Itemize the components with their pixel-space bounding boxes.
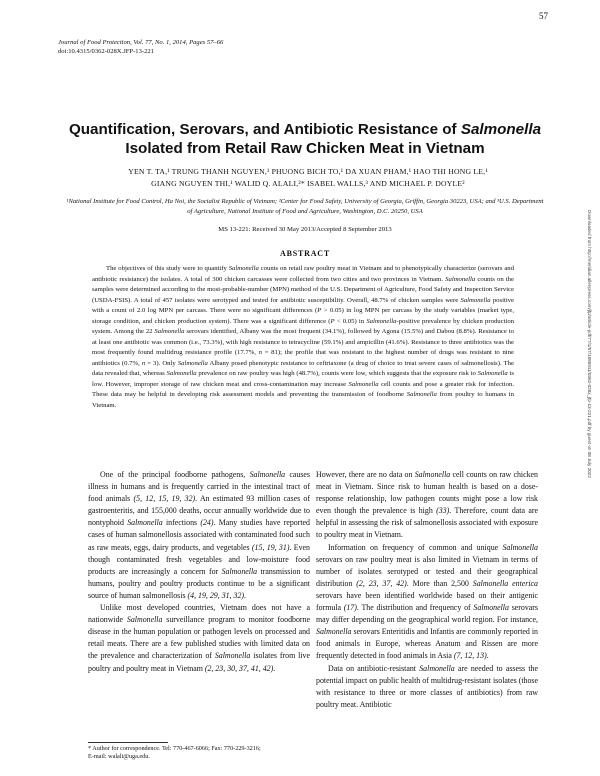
italic-run: Salmonella — [221, 566, 258, 576]
italic-run: Salmonella — [127, 518, 163, 528]
italic-run: Salmonella — [214, 651, 251, 661]
doi-line: doi:10.4315/0362-028X.JFP-13-221 — [58, 48, 154, 55]
italic-run: Salmonella — [126, 615, 163, 625]
italic-run: Salmonella — [228, 265, 259, 272]
body-column-right — [316, 469, 538, 711]
italic-run: Salmonella — [154, 328, 185, 335]
footnote-line1: * Author for correspondence. Tel: 770-467-6066; Fax: 770-229-3216; — [88, 745, 261, 752]
download-watermark: Downloaded from http://meridian.allenpress.com/jfp/article-pdf/77/1/57/1685911/0362-028x_jfp-13-221.pdf by guest on 08 July 2022 — [587, 210, 592, 478]
footnote-divider — [88, 742, 168, 743]
paper-title — [40, 120, 570, 158]
italic-run: Salmonella — [502, 542, 538, 552]
italic-run: (33) — [436, 506, 450, 516]
received-dates: MS 13-221: Received 30 May 2013/Accepted 8 September 2013 — [218, 226, 392, 233]
journal-line: Journal of Food Protection, Vol. 77, No. 1, 2014, Pages 57–66 — [58, 39, 224, 46]
title-line2: Isolated from Retail Raw Chicken Meat in Vietnam — [125, 140, 485, 157]
body-paragraph: Data on antibiotic-resistant Salmonella are needed to assess the potential impact on public health of multidrug-resistant isolates (those with resistance to three or more classes of antibiotics) from raw poultry meat. Antibiotic — [316, 663, 538, 709]
correspondence-footnote — [88, 745, 310, 762]
italic-run: Salmonella enterica — [472, 578, 538, 588]
page-number: 57 — [539, 11, 548, 21]
body-paragraph: Unlike most developed countries, Vietnam does not have a nationwide Salmonella surveillance program to monitor foodborne disease in the human population or pathogen levels on processed and retail meats. There are a few published studies with limited data on the prevalence and characterization of Salmonella isolates from live poultry and poultry meat in Vietnam (2, 23, 30, 37, 41, 42). — [88, 603, 310, 673]
italic-run: P — [330, 317, 335, 325]
italic-run: (4, 19, 29, 31, 32) — [187, 590, 245, 600]
italic-run: Salmonella — [348, 380, 379, 388]
italic-run: Salmonella — [316, 627, 352, 637]
body-column-left — [88, 469, 310, 675]
italic-run: Salmonella — [406, 391, 437, 398]
italic-run: Salmonella — [414, 470, 451, 479]
italic-run: n — [258, 349, 263, 356]
italic-run: Salmonella — [177, 359, 208, 367]
abstract-heading: ABSTRACT — [280, 249, 330, 258]
authors-line1: YEN T. TA,¹ TRUNG THANH NGUYEN,¹ PHUONG BICH TO,¹ DA XUAN PHAM,¹ HAO THI HONG LE,¹ — [128, 167, 488, 176]
italic-run: (5, 12, 15, 19, 32) — [133, 494, 196, 504]
italic-run: Salmonella — [445, 275, 476, 283]
italic-run: Salmonella — [166, 370, 197, 377]
italic-run: Salmonella — [366, 317, 397, 325]
italic-run: P — [317, 307, 322, 314]
body-paragraph: One of the principal foodborne pathogens, Salmonella causes illness in humans and is frequently carried in the intestinal tract of food animals (5, 12, 15, 19, 32). An estimated 93 million cases of gastroenteritis, and 155,000 deaths, occur annually worldwide due to nontyphoid Salmonella infections (24). Many studies have reported cases of human salmonellosis associated with contaminated food such as raw meats, eggs, dairy products, and vegetables (15, 19, 31). Even though contaminated fresh vegetables and low-moisture food products are increasingly a concern for Salmonella transmission to humans, poultry and poultry products continue to be a significant source of human salmonellosis (4, 19, 29, 31, 32). — [88, 470, 310, 600]
italic-run: Salmonella — [477, 370, 508, 377]
italic-run: (17) — [343, 603, 357, 613]
abstract-text: The objectives of this study were to quantify Salmonella counts on retail raw poultry meat in Vietnam and to phenotypically characterize (serovars and antibiotic resistance) the isolates. A total of 300 chicken carcasses were collected from two cities and two provinces in Vietnam. Salmonella counts on the samples were determined according to the most-probable-number (MPN) method of the U.S. Department of Agriculture, Food Safety and Inspection Service (USDA-FSIS). A total of 457 isolates were serotyped and tested for antibiotic susceptibility. Overall, 48.7% of chicken samples were Salmonella positive with a count of 2.0 log MPN per carcass. There were no significant differences (P > 0.05) in log MPN per carcass by the study variables (market type, storage condition, and chicken production system). There was a significant difference (P < 0.05) in Salmonella-positive prevalence by chicken production system. Among the 22 Salmonella serovars identified, Albany was the most frequent (34.1%), followed by Agona (15.5%) and Dabou (8.8%). Resistance to at least one antibiotic was common (i.e., 73.3%), with high resistance to tetracycline (59.1%) and ampicillin (41.6%). Resistance to three antibiotics was the most frequently found multidrug resistance profile (17.7%, n = 81); the profile that was resistant to the highest number of drugs was resistant to nine antibiotics (0.7%, n = 3). Only Salmonella Albany posed phenotypic resistance to ceftriaxone (a drug of choice to treat severe cases of salmonellosis). The data revealed that, whereas Salmonella prevalence on raw poultry was high (48.7%), counts were low, which suggests that the exposure risk to Salmonella is low. However, improper storage of raw chicken meat and cross-contamination may increase Salmonella cell counts and pose a greater risk for infection. These data may be helpful in developing risk assessment models and preventing the transmission of foodborne Salmonella from poultry to humans in Vietnam. — [92, 265, 515, 409]
italic-run: n — [141, 359, 146, 367]
italic-run: Salmonella — [473, 603, 509, 613]
italic-run: (24) — [200, 518, 214, 528]
italic-run: Salmonella — [249, 470, 286, 479]
italic-run: Salmonella — [419, 663, 455, 673]
italic-run: Salmonella — [460, 296, 491, 304]
italic-run: (2, 23, 30, 37, 41, 42) — [204, 663, 274, 673]
title-prefix: Quantification, Serovars, and Antibiotic Resistance of — [68, 121, 461, 138]
author-list — [58, 166, 558, 190]
italic-run: (7, 12, 13) — [453, 651, 487, 661]
affiliations: ¹National Institute for Food Control, Ha Noi, the Socialist Republic of Vietnam; ²Center for Food Safety, University of Georgia, Griffin, Georgia 30223, USA; and ³U.S. Department of Agriculture, National Institute of Food and Agriculture, Washington, D.C. 20250, USA — [66, 198, 544, 215]
italic-run: (15, 19, 31) — [251, 542, 290, 552]
title-genus: Salmonella — [460, 121, 542, 138]
italic-run: (2, 23, 37, 42) — [356, 578, 407, 588]
footnote-line2: E-mail: walali@uga.edu. — [88, 753, 150, 761]
body-paragraph: Information on frequency of common and unique Salmonella serovars on raw poultry meat is also limited in Vietnam in terms of number of isolates serotyped or tested and their geographical distribution (2, 23, 37, 42). More than 2,500 Salmonella enterica serovars have been identified worldwide based on their antigenic formula (17). The distribution and frequency of Salmonella serovars may differ depending on the geographical world region. For instance, Salmonella serovars Enteritidis and Infantis are commonly reported in food animals in Europe, whereas Anatum and Rissen are more frequently detected in food animals in Asia (7, 12, 13). — [316, 542, 538, 661]
body-paragraph: However, there are no data on Salmonella cell counts on raw chicken meat in Vietnam. Since risk to human health is based on a dose-response relationship, low pathogen counts might pose a low risk even though the prevalence is high (33). Therefore, count data are helpful in assessing the risk of salmonellosis associated with exposure to poultry meat in Vietnam. — [316, 470, 538, 540]
authors-line2: GIANG NGUYEN THI,¹ WALID Q. ALALI,²* ISABEL WALLS,³ AND MICHAEL P. DOYLE² — [151, 179, 465, 188]
journal-citation — [58, 38, 223, 56]
